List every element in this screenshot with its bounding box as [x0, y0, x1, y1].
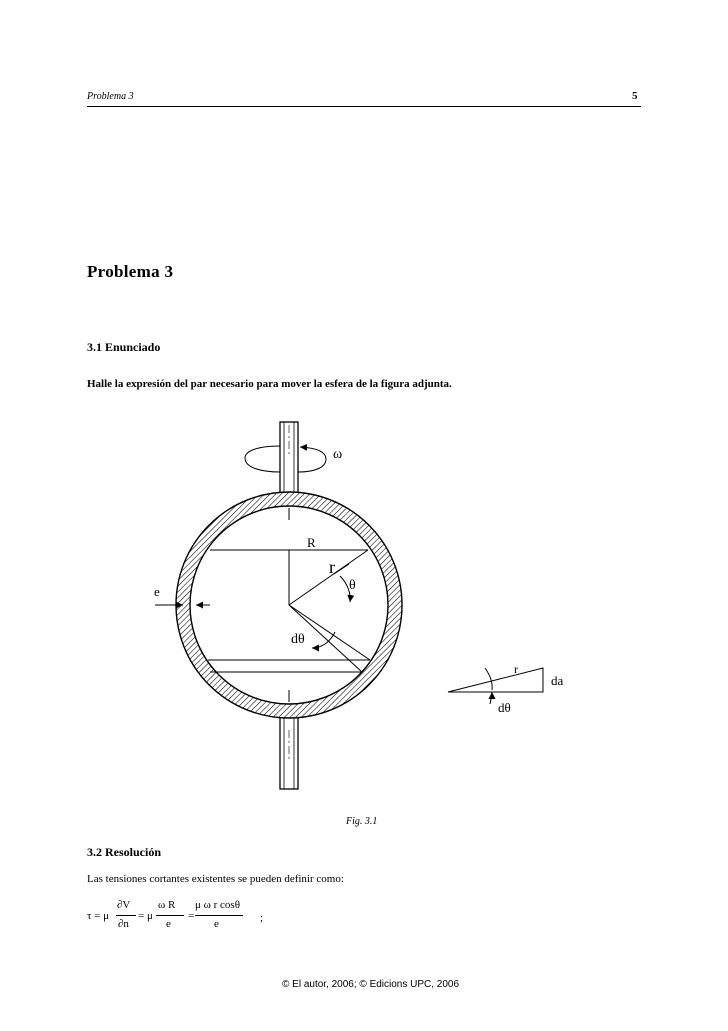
dtheta-label: dθ: [291, 632, 305, 647]
copyright-footer: © El autor, 2006; © Edicions UPC, 2006: [282, 979, 460, 990]
eq-f2-numerator: ω R: [158, 899, 176, 911]
running-head: Problema 3: [87, 91, 134, 102]
figure-caption: Fig. 3.1: [346, 816, 378, 827]
small-dtheta-label: dθ: [498, 700, 511, 715]
eq-f3-numerator: μ ω r cosθ: [195, 899, 240, 911]
omega-label: ω: [333, 447, 343, 462]
problem-statement: Halle la expresión del par necesario para mover la esfera de la figura adjunta.: [87, 378, 452, 390]
eq-equals-2: = μ: [138, 910, 153, 922]
eq-lhs: τ = μ: [87, 910, 110, 922]
eq-f1-denominator: ∂n: [118, 918, 129, 930]
eq-f1-numerator: ∂V: [117, 899, 131, 911]
eq-f2-denominator: e: [166, 918, 171, 930]
radius-r-label: r: [329, 557, 335, 577]
shaft-top: [280, 422, 298, 502]
resolution-intro: Las tensiones cortantes existentes se pueden definir como:: [87, 873, 344, 885]
chapter-title: Problema 3: [87, 262, 174, 281]
page-number: 5: [632, 90, 638, 102]
radius-R-label: R: [307, 535, 316, 550]
section-heading-enunciado: 3.1 Enunciado: [87, 340, 161, 354]
area-element-triangle: [448, 668, 543, 704]
eq-f2-bar: [156, 915, 184, 916]
shaft-bottom: [280, 712, 298, 789]
small-r-label: r: [514, 662, 518, 676]
eq-f3-denominator: e: [214, 918, 219, 930]
theta-label: θ: [349, 578, 356, 593]
eq-f3-bar: [195, 915, 243, 916]
da-label: da: [551, 673, 564, 688]
section-heading-resolucion: 3.2 Resolución: [87, 845, 162, 859]
thickness-e-label: e: [154, 584, 160, 599]
eq-equals-3: =: [188, 910, 195, 922]
eq-f1-bar: [116, 915, 136, 916]
eq-tail: ;: [260, 912, 264, 924]
